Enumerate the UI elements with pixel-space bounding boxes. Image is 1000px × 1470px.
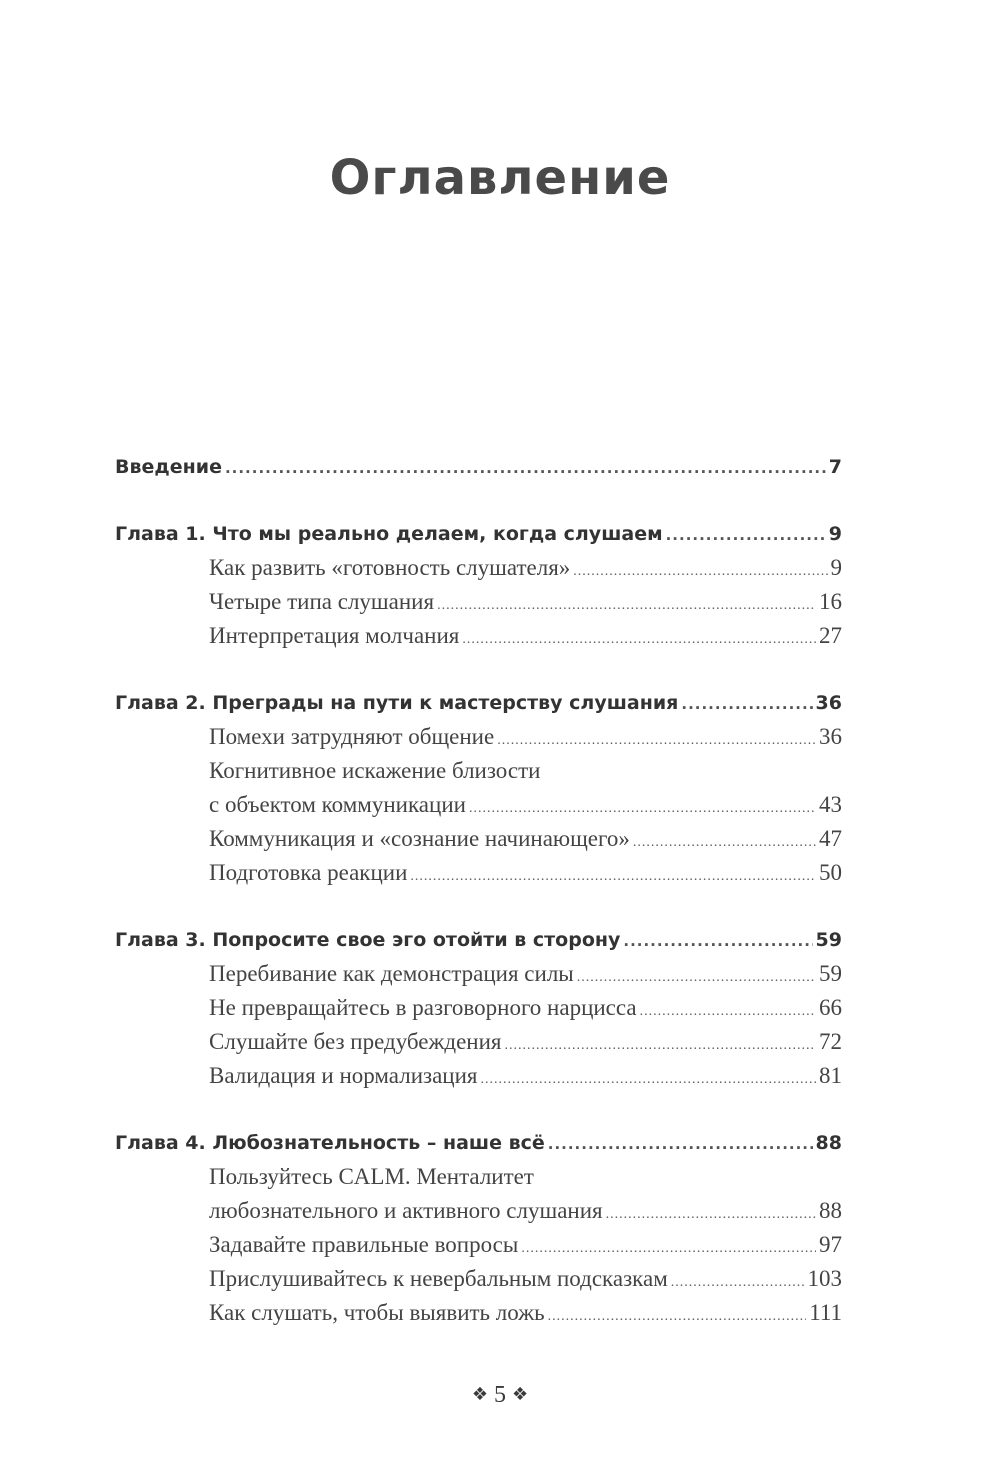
dot-leader [606, 1198, 816, 1232]
dot-leader [577, 961, 816, 995]
page-title: Оглавление [329, 150, 671, 206]
toc-section[interactable] [115, 1025, 842, 1059]
toc-section-label: Четыре типа слушания [209, 589, 435, 614]
page-number: 5 [494, 1382, 506, 1408]
page-footer [0, 1382, 1000, 1409]
dot-leader [521, 1232, 816, 1266]
toc-section-label-line1: Пользуйтесь CALM. Менталитет [209, 1164, 534, 1189]
toc-page-number: 9 [828, 523, 842, 545]
toc-section-label: Интерпретация молчания [209, 623, 460, 648]
toc-section-label-line1: Когнитивное искажение близости [209, 758, 541, 783]
toc-page-number: 103 [807, 1266, 842, 1291]
dot-leader [410, 860, 816, 894]
toc-page-number: 9 [830, 555, 842, 580]
dot-leader [640, 995, 816, 1029]
toc-section[interactable] [115, 1228, 842, 1262]
toc-section-label: с объектом коммуникации [209, 792, 466, 817]
dot-leader [681, 687, 812, 721]
toc-page-number: 72 [819, 1029, 842, 1054]
dot-leader [469, 792, 816, 826]
toc-section-label: Помехи затрудняют общение [209, 724, 495, 749]
dot-leader [548, 1127, 813, 1161]
toc-page-number: 36 [819, 724, 842, 749]
toc-entry-intro[interactable] [115, 450, 842, 484]
toc-page-number: 81 [819, 1063, 842, 1088]
table-of-contents [115, 450, 842, 1330]
dot-leader [633, 826, 816, 860]
toc-section[interactable] [115, 991, 842, 1025]
toc-chapter-label: Глава 1. Что мы реально делаем, когда слушаем [115, 523, 663, 545]
toc-section-label: Валидация и нормализация [209, 1063, 478, 1088]
toc-section-label: Слушайте без предубеждения [209, 1029, 502, 1054]
toc-chapter-2[interactable] [115, 686, 842, 720]
toc-section[interactable] [115, 1262, 842, 1296]
dot-leader [666, 518, 826, 552]
toc-section[interactable] [115, 619, 842, 653]
toc-section[interactable] [115, 1059, 842, 1093]
toc-section[interactable] [115, 585, 842, 619]
toc-section-label: Задавайте правильные вопросы [209, 1232, 519, 1257]
ornament-right-icon: ❖ [512, 1384, 529, 1405]
toc-section[interactable] [115, 720, 842, 754]
toc-section-label: любознательного и активного слушания [209, 1198, 603, 1223]
dot-leader [573, 555, 827, 589]
toc-section[interactable] [115, 788, 842, 822]
toc-section-line1[interactable] [115, 754, 842, 788]
dot-leader [548, 1300, 807, 1334]
toc-section-label: Перебивание как демонстрация силы [209, 961, 574, 986]
toc-section-label: Коммуникация и «сознание начинающего» [209, 826, 630, 851]
toc-chapter-4[interactable] [115, 1126, 842, 1160]
dot-leader [505, 1029, 817, 1063]
toc-section-line1[interactable] [115, 1160, 842, 1194]
toc-page-number: 97 [819, 1232, 842, 1257]
toc-section[interactable] [115, 822, 842, 856]
toc-chapter-label: Глава 2. Преграды на пути к мастерству слушания [115, 692, 679, 714]
toc-section-label: Не превращайтесь в разговорного нарцисса [209, 995, 637, 1020]
toc-page-number: 50 [819, 860, 842, 885]
toc-entry-label: Введение [115, 456, 222, 478]
dot-leader [671, 1266, 805, 1300]
toc-page-number: 88 [815, 1132, 842, 1154]
dot-leader [462, 623, 816, 657]
toc-chapter-3[interactable] [115, 923, 842, 957]
toc-page-number: 43 [819, 792, 842, 817]
toc-section-label: Прислушивайтесь к невербальным подсказкам [209, 1266, 668, 1291]
toc-section-label: Как слушать, чтобы выявить ложь [209, 1300, 545, 1325]
toc-page-number: 59 [815, 929, 842, 951]
toc-page-number: 36 [815, 692, 842, 714]
dot-leader [623, 924, 812, 958]
toc-page-number: 66 [819, 995, 842, 1020]
ornament-left-icon: ❖ [471, 1384, 488, 1405]
toc-section-label: Как развить «готовность слушателя» [209, 555, 571, 580]
toc-page-number: 7 [828, 456, 842, 478]
toc-page-number: 27 [819, 623, 842, 648]
toc-page-number: 111 [809, 1300, 842, 1325]
toc-section[interactable] [115, 1194, 842, 1228]
toc-chapter-label: Глава 4. Любознательность – наше всё [115, 1132, 545, 1154]
toc-chapter-1[interactable] [115, 517, 842, 551]
toc-page-number: 59 [819, 961, 842, 986]
toc-page-number: 88 [819, 1198, 842, 1223]
dot-leader [225, 451, 826, 485]
toc-chapter-label: Глава 3. Попросите свое эго отойти в сторону [115, 929, 621, 951]
toc-section[interactable] [115, 551, 842, 585]
toc-section[interactable] [115, 957, 842, 991]
dot-leader [481, 1063, 817, 1097]
dot-leader [497, 724, 816, 758]
toc-section-label: Подготовка реакции [209, 860, 408, 885]
toc-page-number: 47 [819, 826, 842, 851]
toc-page-number: 16 [819, 589, 842, 614]
toc-section[interactable] [115, 856, 842, 890]
dot-leader [437, 589, 816, 623]
toc-section[interactable] [115, 1296, 842, 1330]
